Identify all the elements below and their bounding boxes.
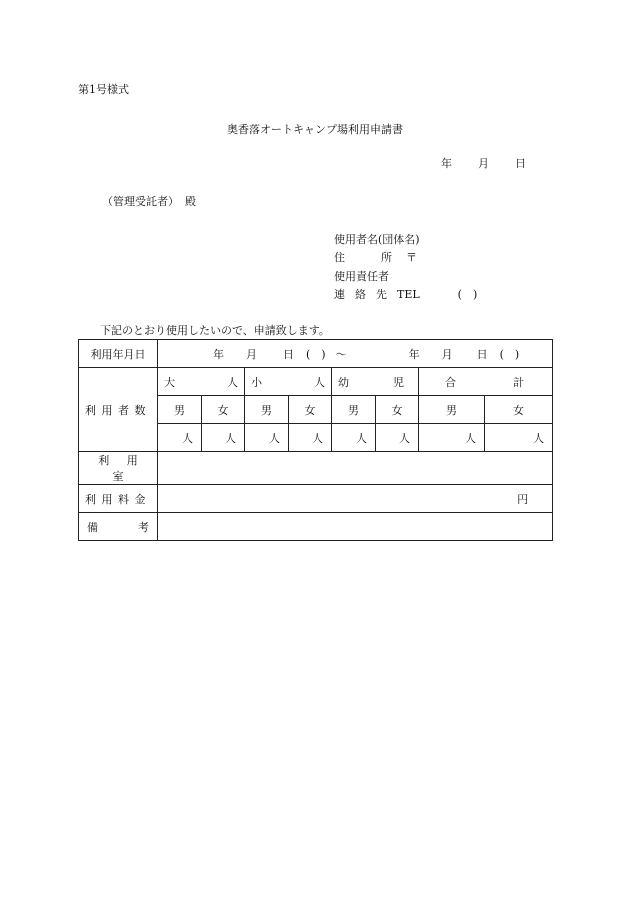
- applicant-address-row: [334, 249, 417, 265]
- group-adult-label-1: 大: [164, 375, 175, 389]
- date-day-label: 日: [515, 157, 526, 170]
- to-day: 日: [476, 347, 488, 361]
- group-child-label-2: 人: [314, 375, 325, 389]
- total-female-count[interactable]: 人: [485, 424, 553, 452]
- group-child-label-1: 小: [251, 375, 262, 389]
- total-male: 男: [419, 396, 485, 424]
- period-value[interactable]: [158, 340, 553, 368]
- remarks-label: [79, 513, 158, 541]
- applicant-name-label: 使用者名(団体名): [334, 233, 420, 246]
- group-infant-label-2: 児: [393, 375, 404, 389]
- child-female-count[interactable]: 人: [289, 424, 332, 452]
- group-total-label-1: 合: [445, 375, 456, 389]
- date-year-label: 年: [441, 157, 452, 170]
- group-child: [245, 368, 332, 396]
- adult-female-count[interactable]: 人: [202, 424, 245, 452]
- group-adult-label-2: 人: [227, 375, 238, 389]
- infant-male-count[interactable]: 人: [332, 424, 376, 452]
- addressee: [102, 193, 196, 209]
- manager-label: 使用責任者: [334, 270, 389, 283]
- address-label-1: 住: [334, 251, 345, 264]
- room-value[interactable]: [158, 452, 553, 485]
- to-dow: ( ): [499, 347, 520, 361]
- to-month: 月: [441, 347, 453, 361]
- total-female: 女: [485, 396, 553, 424]
- users-label: 利用者数: [79, 368, 158, 452]
- users-group-row: [79, 368, 553, 396]
- tel-label: TEL: [397, 288, 420, 301]
- infant-female-count[interactable]: 人: [376, 424, 419, 452]
- adult-female: 女: [202, 396, 245, 424]
- contact-label-1: 連: [334, 288, 345, 301]
- group-adult: [158, 368, 245, 396]
- from-dow: ( ): [306, 347, 326, 361]
- infant-male: 男: [332, 396, 376, 424]
- fee-value[interactable]: [158, 485, 553, 513]
- group-total-label-2: 計: [513, 375, 525, 389]
- applicant-manager-row: [334, 268, 389, 284]
- fee-unit: 円: [517, 492, 529, 506]
- from-month: 月: [246, 347, 257, 361]
- addressee-name: （管理受託者）: [102, 195, 179, 208]
- application-date: [441, 155, 526, 171]
- from-day: 日: [283, 347, 294, 361]
- form-number: 第1号様式: [78, 83, 129, 96]
- remarks-label-2: 考: [138, 520, 149, 534]
- remarks-row: [79, 513, 553, 541]
- total-male-count[interactable]: 人: [419, 424, 485, 452]
- applicant-name-row: [334, 231, 420, 247]
- infant-female: 女: [376, 396, 419, 424]
- contact-label-3: 先: [376, 288, 387, 301]
- remarks-label-1: 備: [87, 520, 98, 534]
- tel-paren: ( ): [457, 288, 478, 301]
- group-total: [419, 368, 553, 396]
- adult-male: 男: [158, 396, 202, 424]
- date-month-label: 月: [478, 157, 489, 170]
- fee-row: [79, 485, 553, 513]
- child-male: 男: [245, 396, 289, 424]
- intro-text: 下記のとおり使用したいので、申請致します。: [100, 324, 330, 337]
- period-separator: ～: [335, 347, 347, 361]
- from-year: 年: [213, 347, 224, 361]
- adult-male-count[interactable]: 人: [158, 424, 202, 452]
- remarks-value[interactable]: [158, 513, 553, 541]
- address-label-2: 所: [381, 251, 392, 264]
- to-year: 年: [408, 347, 420, 361]
- addressee-honorific: 殿: [185, 195, 196, 208]
- fee-label: 利用料金: [79, 485, 158, 513]
- postal-mark: 〒: [406, 251, 417, 264]
- document-title: 奥香落オートキャンプ場利用申請書: [227, 123, 403, 136]
- applicant-contact-row: [334, 286, 477, 302]
- period-row: [79, 340, 553, 368]
- group-infant-label-1: 幼: [338, 375, 349, 389]
- application-table: [78, 339, 553, 541]
- group-infant: [332, 368, 419, 396]
- room-label: 利用室: [79, 452, 158, 485]
- period-label: 利用年月日: [79, 340, 158, 368]
- child-female: 女: [289, 396, 332, 424]
- room-row: [79, 452, 553, 485]
- contact-label-2: 絡: [355, 288, 366, 301]
- child-male-count[interactable]: 人: [245, 424, 289, 452]
